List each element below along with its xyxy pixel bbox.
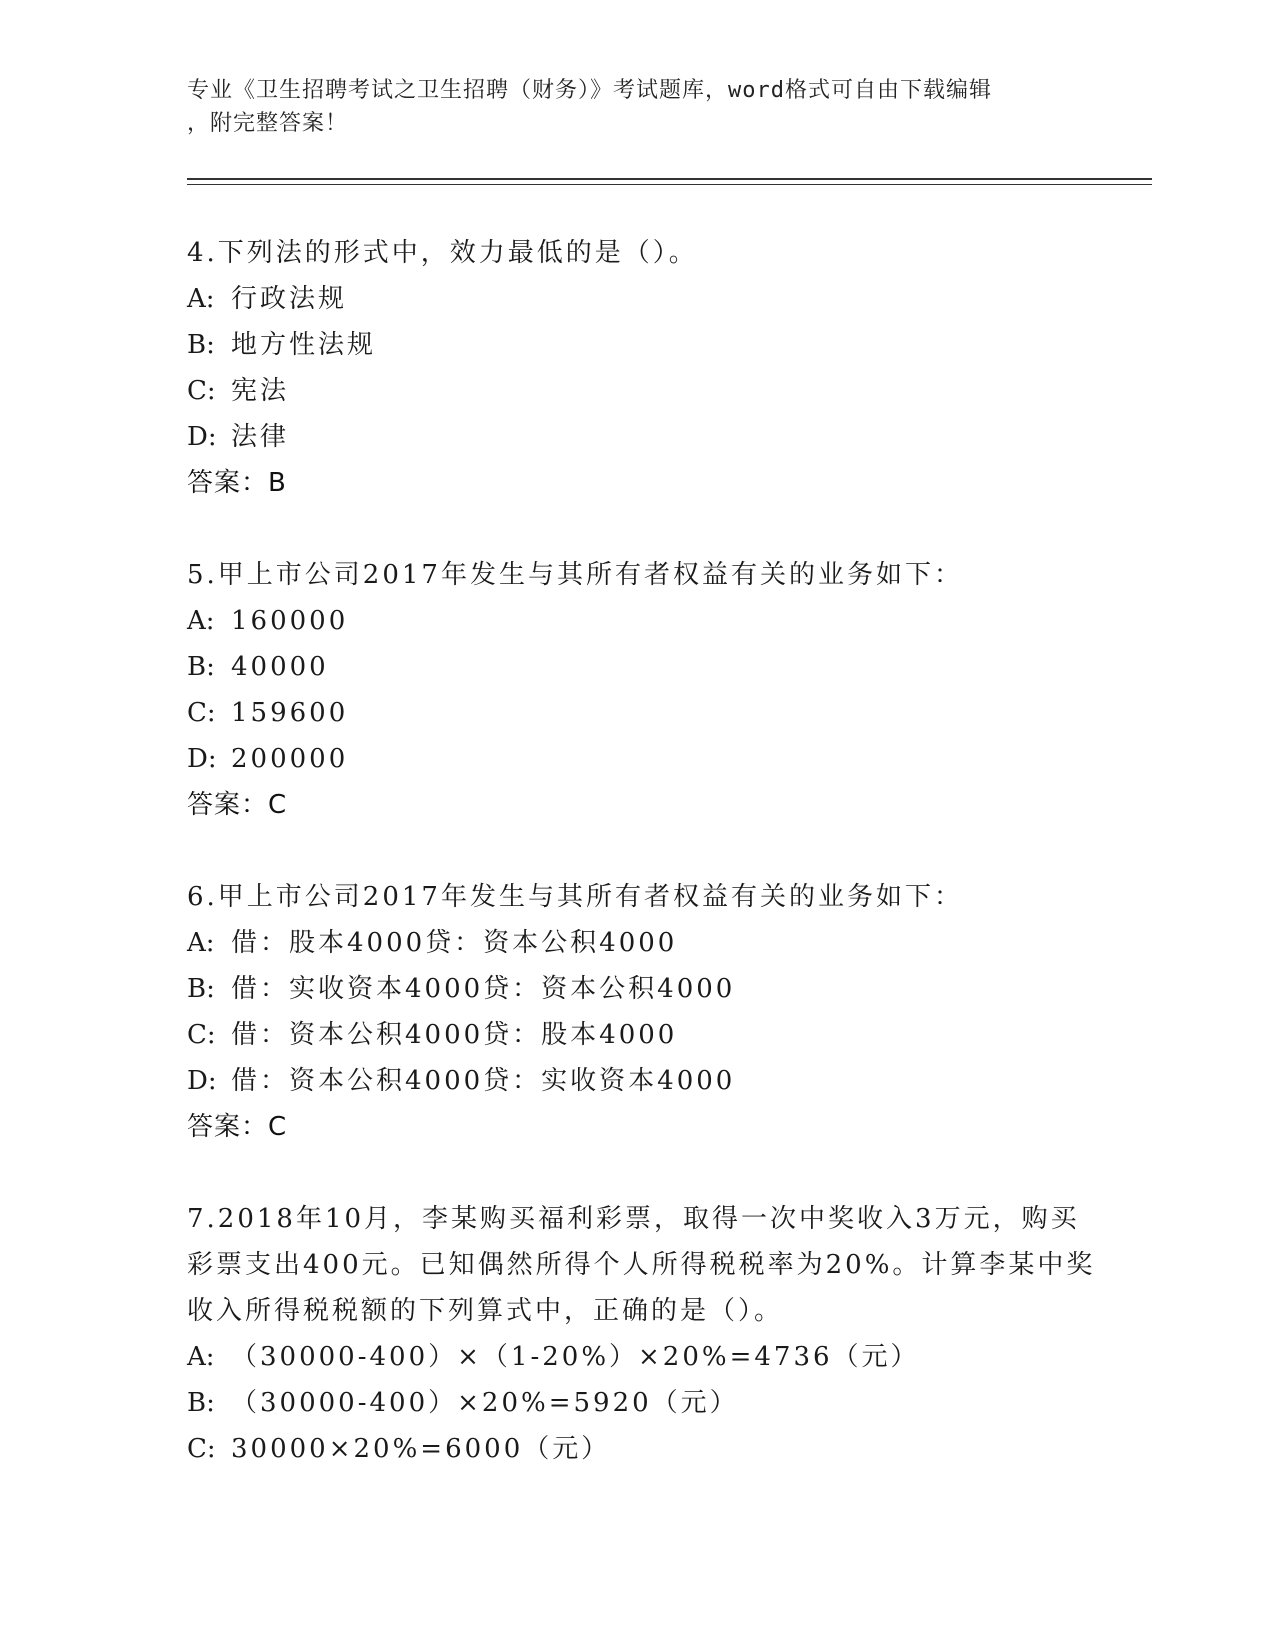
option-letter: D: <box>187 1066 217 1096</box>
question-5 <box>187 552 1087 828</box>
option-letter: C: <box>187 1020 216 1050</box>
option-text: （30000-400）×20%=5920（元） <box>231 1388 739 1418</box>
option-b <box>187 322 1087 368</box>
option-a <box>187 276 1087 322</box>
option-letter: C: <box>187 1434 216 1464</box>
option-b <box>187 966 1087 1012</box>
option-text: 宪法 <box>231 376 290 406</box>
option-text: 借：实收资本4000贷：资本公积4000 <box>231 974 736 1004</box>
option-letter: B: <box>187 652 215 682</box>
option-letter: C: <box>187 376 216 406</box>
option-a <box>187 1334 1087 1380</box>
question-7 <box>187 1196 1096 1472</box>
header-divider-thin <box>187 184 1152 185</box>
option-letter: A: <box>187 284 215 314</box>
option-letter: A: <box>187 1342 215 1372</box>
option-a <box>187 598 1087 644</box>
question-stem: 6.甲上市公司2017年发生与其所有者权益有关的业务如下： <box>187 882 963 912</box>
option-a <box>187 920 1087 966</box>
option-text: 法律 <box>231 422 290 452</box>
question-stem-line-2: 彩票支出400元。已知偶然所得个人所得税税率为20%。计算李某中奖 <box>187 1250 1096 1280</box>
header-line-1: 专业《卫生招聘考试之卫生招聘（财务）》考试题库，word格式可自由下载编辑 <box>187 78 992 103</box>
question-stem-line-3: 收入所得税税额的下列算式中，正确的是（）。 <box>187 1296 784 1326</box>
option-d <box>187 414 1087 460</box>
option-d <box>187 736 1087 782</box>
question-stem: 5.甲上市公司2017年发生与其所有者权益有关的业务如下： <box>187 560 963 590</box>
option-c <box>187 1012 1087 1058</box>
option-letter: B: <box>187 1388 215 1418</box>
option-c <box>187 368 1087 414</box>
option-letter: B: <box>187 330 215 360</box>
option-b <box>187 644 1087 690</box>
answer-label: 答案：C <box>187 1112 288 1142</box>
question-stem-line-1: 7.2018年10月，李某购买福利彩票，取得一次中奖收入3万元，购买 <box>187 1204 1080 1234</box>
option-text: 200000 <box>231 744 349 774</box>
option-c <box>187 690 1087 736</box>
option-text: （30000-400）×（1-20%）×20%=4736（元） <box>231 1342 920 1372</box>
option-text: 行政法规 <box>231 284 348 314</box>
option-c <box>187 1426 1087 1472</box>
document-header <box>187 74 1087 140</box>
option-letter: C: <box>187 698 216 728</box>
option-b <box>187 1380 1087 1426</box>
option-text: 30000×20%=6000（元） <box>231 1434 611 1464</box>
option-text: 160000 <box>231 606 349 636</box>
question-stem: 4.下列法的形式中，效力最低的是（）。 <box>187 238 698 268</box>
option-letter: A: <box>187 928 215 958</box>
option-text: 159600 <box>231 698 349 728</box>
option-letter: D: <box>187 422 217 452</box>
question-4 <box>187 230 1087 506</box>
question-6 <box>187 874 1087 1150</box>
option-letter: A: <box>187 606 215 636</box>
option-text: 借：资本公积4000贷：股本4000 <box>231 1020 678 1050</box>
option-d <box>187 1058 1087 1104</box>
answer-label: 答案：B <box>187 468 287 498</box>
option-text: 40000 <box>231 652 329 682</box>
option-letter: D: <box>187 744 217 774</box>
answer-label: 答案：C <box>187 790 288 820</box>
header-line-2: ，附完整答案！ <box>187 111 349 136</box>
option-letter: B: <box>187 974 215 1004</box>
option-text: 借：资本公积4000贷：实收资本4000 <box>231 1066 736 1096</box>
option-text: 借：股本4000贷：资本公积4000 <box>231 928 678 958</box>
option-text: 地方性法规 <box>231 330 377 360</box>
header-divider-thick <box>187 178 1152 180</box>
